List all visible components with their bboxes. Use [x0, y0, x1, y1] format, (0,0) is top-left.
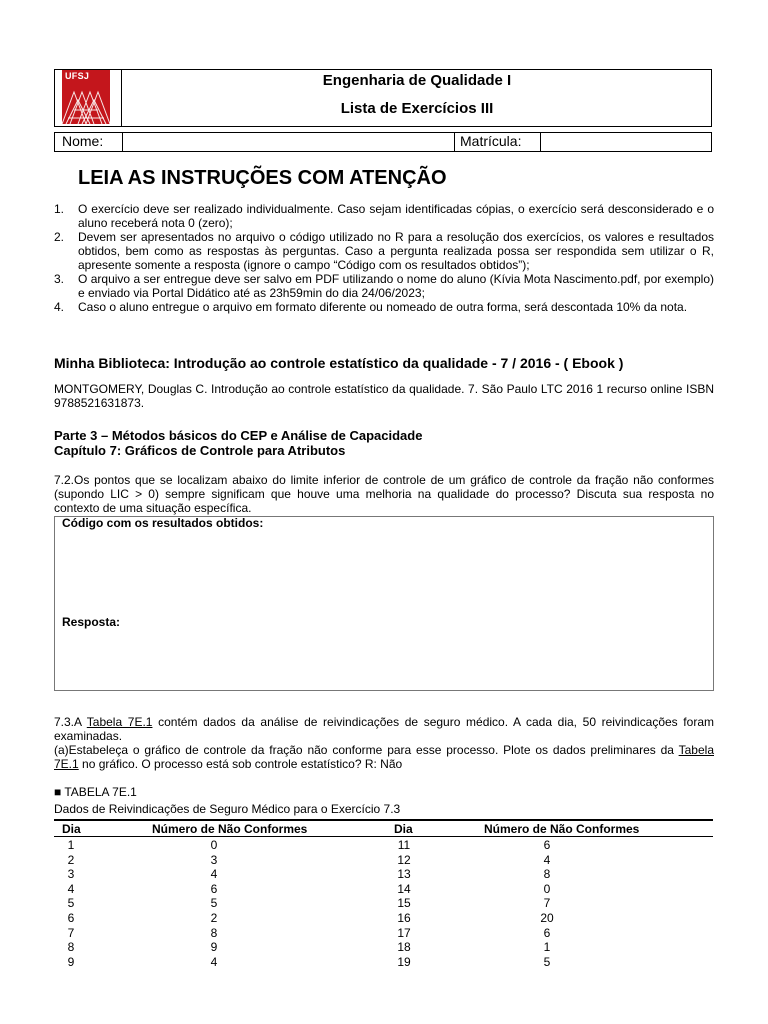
table-cell: 0 — [543, 881, 551, 896]
table-cell: 1 — [543, 940, 551, 955]
table-cell: 15 — [397, 896, 411, 911]
table-cell: 11 — [397, 838, 411, 852]
table-cell: 16 — [397, 911, 411, 925]
list-item — [54, 300, 714, 314]
list-item — [54, 272, 714, 300]
table-cell: 1 — [67, 838, 75, 852]
q73-prefix: 7.3.A — [54, 715, 87, 729]
table-header-dia: Dia — [394, 822, 413, 836]
table-cell: 7 — [67, 925, 75, 940]
item-text: O arquivo a ser entregue deve ser salvo em PDF utilizando o nome do aluno (Kívia Mota Nascimento.pdf, por exemplo) e enviado via Portal Didático até as 23h59min do dia 24/06/2023; — [78, 272, 714, 300]
table-header-nc: Número de Não Conformes — [152, 822, 308, 836]
table-cell: 8 — [67, 940, 75, 955]
divider — [454, 133, 455, 151]
table-cell: 5 — [210, 896, 218, 911]
item-number: 1. — [54, 202, 65, 216]
table-cell: 4 — [543, 852, 551, 867]
table-cell: 3 — [210, 852, 218, 867]
table-cell: 7 — [543, 896, 551, 911]
question-7-3 — [54, 715, 714, 771]
question-7-2: 7.2.Os pontos que se localizam abaixo do limite inferior de controle de um gráfico de controle da fração não conformes (supondo LIC > 0) sempre significam que houve uma melhoria na qualidade do processo? Discuta sua resposta no contexto de uma situação específica. — [54, 473, 714, 515]
q73-end: no gráfico. O processo está sob controle estatístico? R: Não — [78, 757, 403, 771]
table-cell: 5 — [67, 896, 75, 911]
table-cell: 14 — [397, 881, 411, 896]
table-cell: 9 — [67, 954, 75, 969]
table-cell: 4 — [210, 954, 218, 969]
q73-part-a: (a)Estabeleça o gráfico de controle da fração não conforme para esse processo. Plote os dados preliminares da — [54, 743, 679, 757]
table-cell: 5 — [543, 954, 551, 969]
table-cell: 17 — [397, 925, 411, 940]
answer-box[interactable] — [54, 516, 714, 691]
table-header-dia: Dia — [62, 822, 81, 836]
table-cell: 6 — [543, 838, 551, 852]
answer-label: Resposta: — [62, 615, 121, 629]
section-heading: Parte 3 – Métodos básicos do CEP e Análise de Capacidade — [54, 428, 423, 443]
table-caption: Dados de Reivindicações de Seguro Médico para o Exercício 7.3 — [54, 802, 401, 816]
table-cell: 18 — [397, 940, 411, 955]
item-text: Caso o aluno entregue o arquivo em formato diferente ou nomeado de outra forma, será descontada 10% da nota. — [78, 300, 688, 314]
table-cell: 6 — [210, 881, 218, 896]
table-cell: 4 — [210, 867, 218, 882]
table-cell: 3 — [67, 867, 75, 882]
instructions-list — [54, 202, 714, 314]
table-label: ■ TABELA 7E.1 — [54, 785, 137, 799]
item-number: 3. — [54, 272, 65, 286]
table-cell: 6 — [67, 911, 75, 925]
matricula-label: Matrícula: — [460, 133, 522, 149]
list-item — [54, 202, 714, 230]
table-cell: 19 — [397, 954, 411, 969]
name-label: Nome: — [62, 133, 104, 149]
table-link[interactable]: Tabela 7E.1 — [54, 743, 714, 771]
item-number: 2. — [54, 230, 65, 244]
logo-mark-icon — [62, 70, 110, 124]
student-info-row — [54, 132, 712, 152]
table-cell: 13 — [397, 867, 411, 882]
table-cell: 8 — [543, 867, 551, 882]
divider — [540, 133, 541, 151]
list-item — [54, 230, 714, 272]
table-top-rule — [54, 819, 713, 821]
table-cell: 9 — [210, 940, 218, 955]
item-text: Devem ser apresentados no arquivo o código utilizado no R para a resolução dos exercícios, os valores e resultados obtidos, bem como as respostas às perguntas. Caso a pergunta realizada possa ser respondida sem utilizar o R, apresente somente a resposta (ignore o campo “Código com os resultados obtidos”); — [78, 230, 714, 272]
table-cell: 2 — [210, 911, 218, 925]
instructions-title: LEIA AS INSTRUÇÕES COM ATENÇÃO — [78, 167, 447, 189]
table-cell: 8 — [210, 925, 218, 940]
table-cell: 4 — [67, 881, 75, 896]
item-number: 4. — [54, 300, 65, 314]
document-title: Engenharia de Qualidade I — [322, 72, 512, 89]
citation: MONTGOMERY, Douglas C. Introdução ao controle estatístico da qualidade. 7. São Paulo LTC 2016 1 recurso online ISBN 9788521631873. — [54, 382, 714, 410]
table-cell: 20 — [540, 911, 554, 925]
logo-text: UFSJ — [65, 71, 90, 81]
item-text: O exercício deve ser realizado individualmente. Caso sejam identificadas cópias, o exercício será desconsiderado e o aluno receberá nota 0 (zero); — [78, 202, 714, 230]
ufsj-logo — [62, 70, 110, 124]
table-cell: 0 — [210, 838, 218, 852]
table-cell: 12 — [397, 852, 411, 867]
document-subtitle: Lista de Exercícios III — [340, 100, 494, 117]
table-cell: 2 — [67, 852, 75, 867]
chapter-heading: Capítulo 7: Gráficos de Controle para Atributos — [54, 443, 346, 458]
library-heading: Minha Biblioteca: Introdução ao controle estatístico da qualidade - 7 / 2016 - ( Ebook ) — [54, 355, 624, 371]
table-link[interactable]: Tabela 7E.1 — [86, 715, 153, 729]
table-header-rule — [54, 836, 713, 837]
table-header-nc: Número de Não Conformes — [484, 822, 640, 836]
divider — [122, 133, 123, 151]
code-results-label: Código com os resultados obtidos: — [62, 516, 264, 530]
table-cell: 6 — [543, 925, 551, 940]
q73-text: contém dados da análise de reivindicações de seguro médico. A cada dia, 50 reivindicações foram examinadas. — [54, 715, 714, 743]
